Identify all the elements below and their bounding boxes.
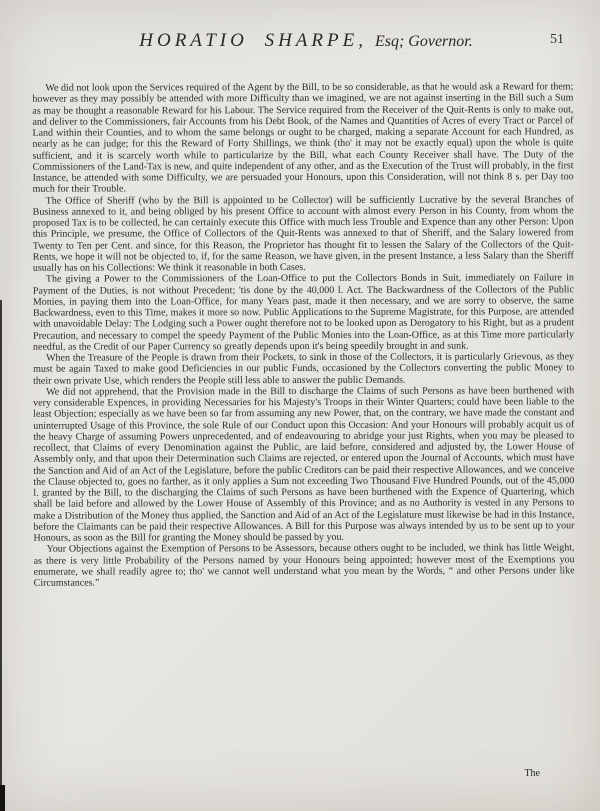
page-number: 51 — [550, 32, 564, 47]
body-text — [32, 81, 574, 589]
catchword: The — [524, 768, 540, 779]
scan-edge-artifact — [0, 300, 2, 811]
scan-corner-artifact — [0, 785, 5, 811]
paragraph-2: The Office of Sheriff (who by the Bill is appointed to be Collector) will be sufficiently Lucrative by the several Branches of Business annexed to it, and being obliged by his present Office to account with almost every Person in his County, from whom the proposed Tax is to be collected, he can certainly execute this Office with much less Trouble and Expence than any other Person: Upon this Principle, we presume, the Office of Collectors of the Quit-Rents was annexed to that of Sheriff, and the Salary lowered from Twenty to Ten per Cent. and since, for this Reason, the Proprietor has thought fit to lessen the Salary of the Collectors of the Quit-Rents, we hope it will not be objected to, if, for the same Reason, we have given, in the present Instance, a less Salary than the Sheriff usually has on his Collections: We think it reasonable in both Cases. — [32, 193, 574, 274]
paragraph-5: We did not apprehend, that the Provision made in the Bill to discharge the Claims of such Persons as have been burthened with very considerable Expences, in providing Necessaries for his Majesty's Troops in their Winter Quarters; could have been liable to the least Objection; especially as we have been so far from assuming any new Power, that, on the contrary, we have made the constant and uninterrupted Usage of this Province, the sole Rule of our Conduct upon this Occasion: And your Honours will probably acquit us of the heavy Charge of assuming Powers unprecedented, and of endeavouring to abridge your just Rights, when you may be pleased to recollect, that Claims of every Denomination against the Public, are laid before, considered and adjusted by, the Lower House of Assembly only, and that upon their Determination such Claims are rejected, or entered upon the Journal of Accounts, which must have the Sanction and Aid of an Act of the Legislature, before the public Creditors can be paid their respective Allowances, and we conceive the Clause objected to, goes no farther, as it only applies a Sum not exceeding Two Thousand Five Hundred Pounds, out of the 45,000 l. granted by the Bill, to the discharging the Claims of such Persons as have been burthened with the Expence of Quartering, which shall be laid before and allowed by the Lower House of Assembly of this Province; and as no Authority is vested in any Persons to make a Distribution of the Money thus applied, the Sanction and Aid of an Act of the Legislature must likewise be had in this Instance, before the Claimants can be paid their respective Allowances. A Bill for this Purpose was always intended by us to be sent up to your Honours, as soon as the Bill for granting the Money should be passed by you. — [33, 385, 575, 544]
running-title-suffix: Esq; Governor. — [374, 33, 473, 50]
paragraph-4: When the Treasure of the People is drawn from their Pockets, to sink in those of the Collectors, it is particularly Grievous, as they must be again Taxed to make good Deficiencies in our public Funds, occasioned by the Collectors converting the public Money to their own private Use, which renders the People still less able to answer the public Demands. — [33, 351, 575, 387]
page-header — [34, 30, 578, 64]
paragraph-1: We did not look upon the Services required of the Agent by the Bill, to be so considerable, as that he would ask a Reward for them; however as they may possibly be attended with more Difficulty than we imagined, we are not against inserting in the Bill such a Sum as may be thought a reasonable Reward for his Labour. The Service required from the Receiver of the Quit-Rents is only to make out, and deliver to the Commissioners, fair Accounts from his Debt Book, of the Names and Quantities of Acres of every Tract or Parcel of Land within their Counties, and to whom the same belongs or ought to be charged, making a separate Account for each Hundred, as nearly as he can judge; for this the Reward of Forty Shillings, we think (tho' it may not be exactly equal) upon the whole is quite sufficient, and it is scarcely worth while to particularize by the Bill, what each County Receiver shall have. The Duty of the Commissioners of the Land-Tax is new, and quite independent of any other, and as the Execution of the Trust will probably, in the first Instance, be attended with some Difficulty, we are persuaded your Honours, upon this Consideration, will not think 8 s. per Day too much for their Trouble. — [32, 81, 574, 195]
paragraph-6: Your Objections against the Exemption of Persons to be Assessors, because others ought to be included, we think has little Weight, as there is very little Probability of the Persons named by your Honours being appointed; however most of the Exemptions you enumerate, we shall readily agree to; tho' we cannot well understand what you mean by the Words, “ and other Persons under like Circumstances.” — [33, 542, 575, 589]
paragraph-3: The giving a Power to the Commissioners of the Loan-Office to put the Collectors Bonds in Suit, immediately on Failure in Payment of the Duties, is not without Precedent; 'tis done by the 40,000 l. Act. The Backwardness of the Collectors of the Public Monies, in paying them into the Loan-Office, for many Years past, made it then necessary, and we are sorry to observe, the same Backwardness, even to this Time, makes it more so now. Public Applications to the Supreme Magistrate, for this Purpose, are attended with unavoidable Delay: The Lodging such a Power ought therefore not to be looked upon as Derogatory to his Right, but as a prudent Precaution, and necessary to compel the speedy Payment of the Public Monies into the Loan-Office, as at this Time more particularly needful, as the Credit of our Paper Currency so greatly depends upon it's being speedily brought in and sunk. — [32, 272, 575, 353]
running-title-name: HORATIO SHARPE, — [139, 30, 367, 51]
